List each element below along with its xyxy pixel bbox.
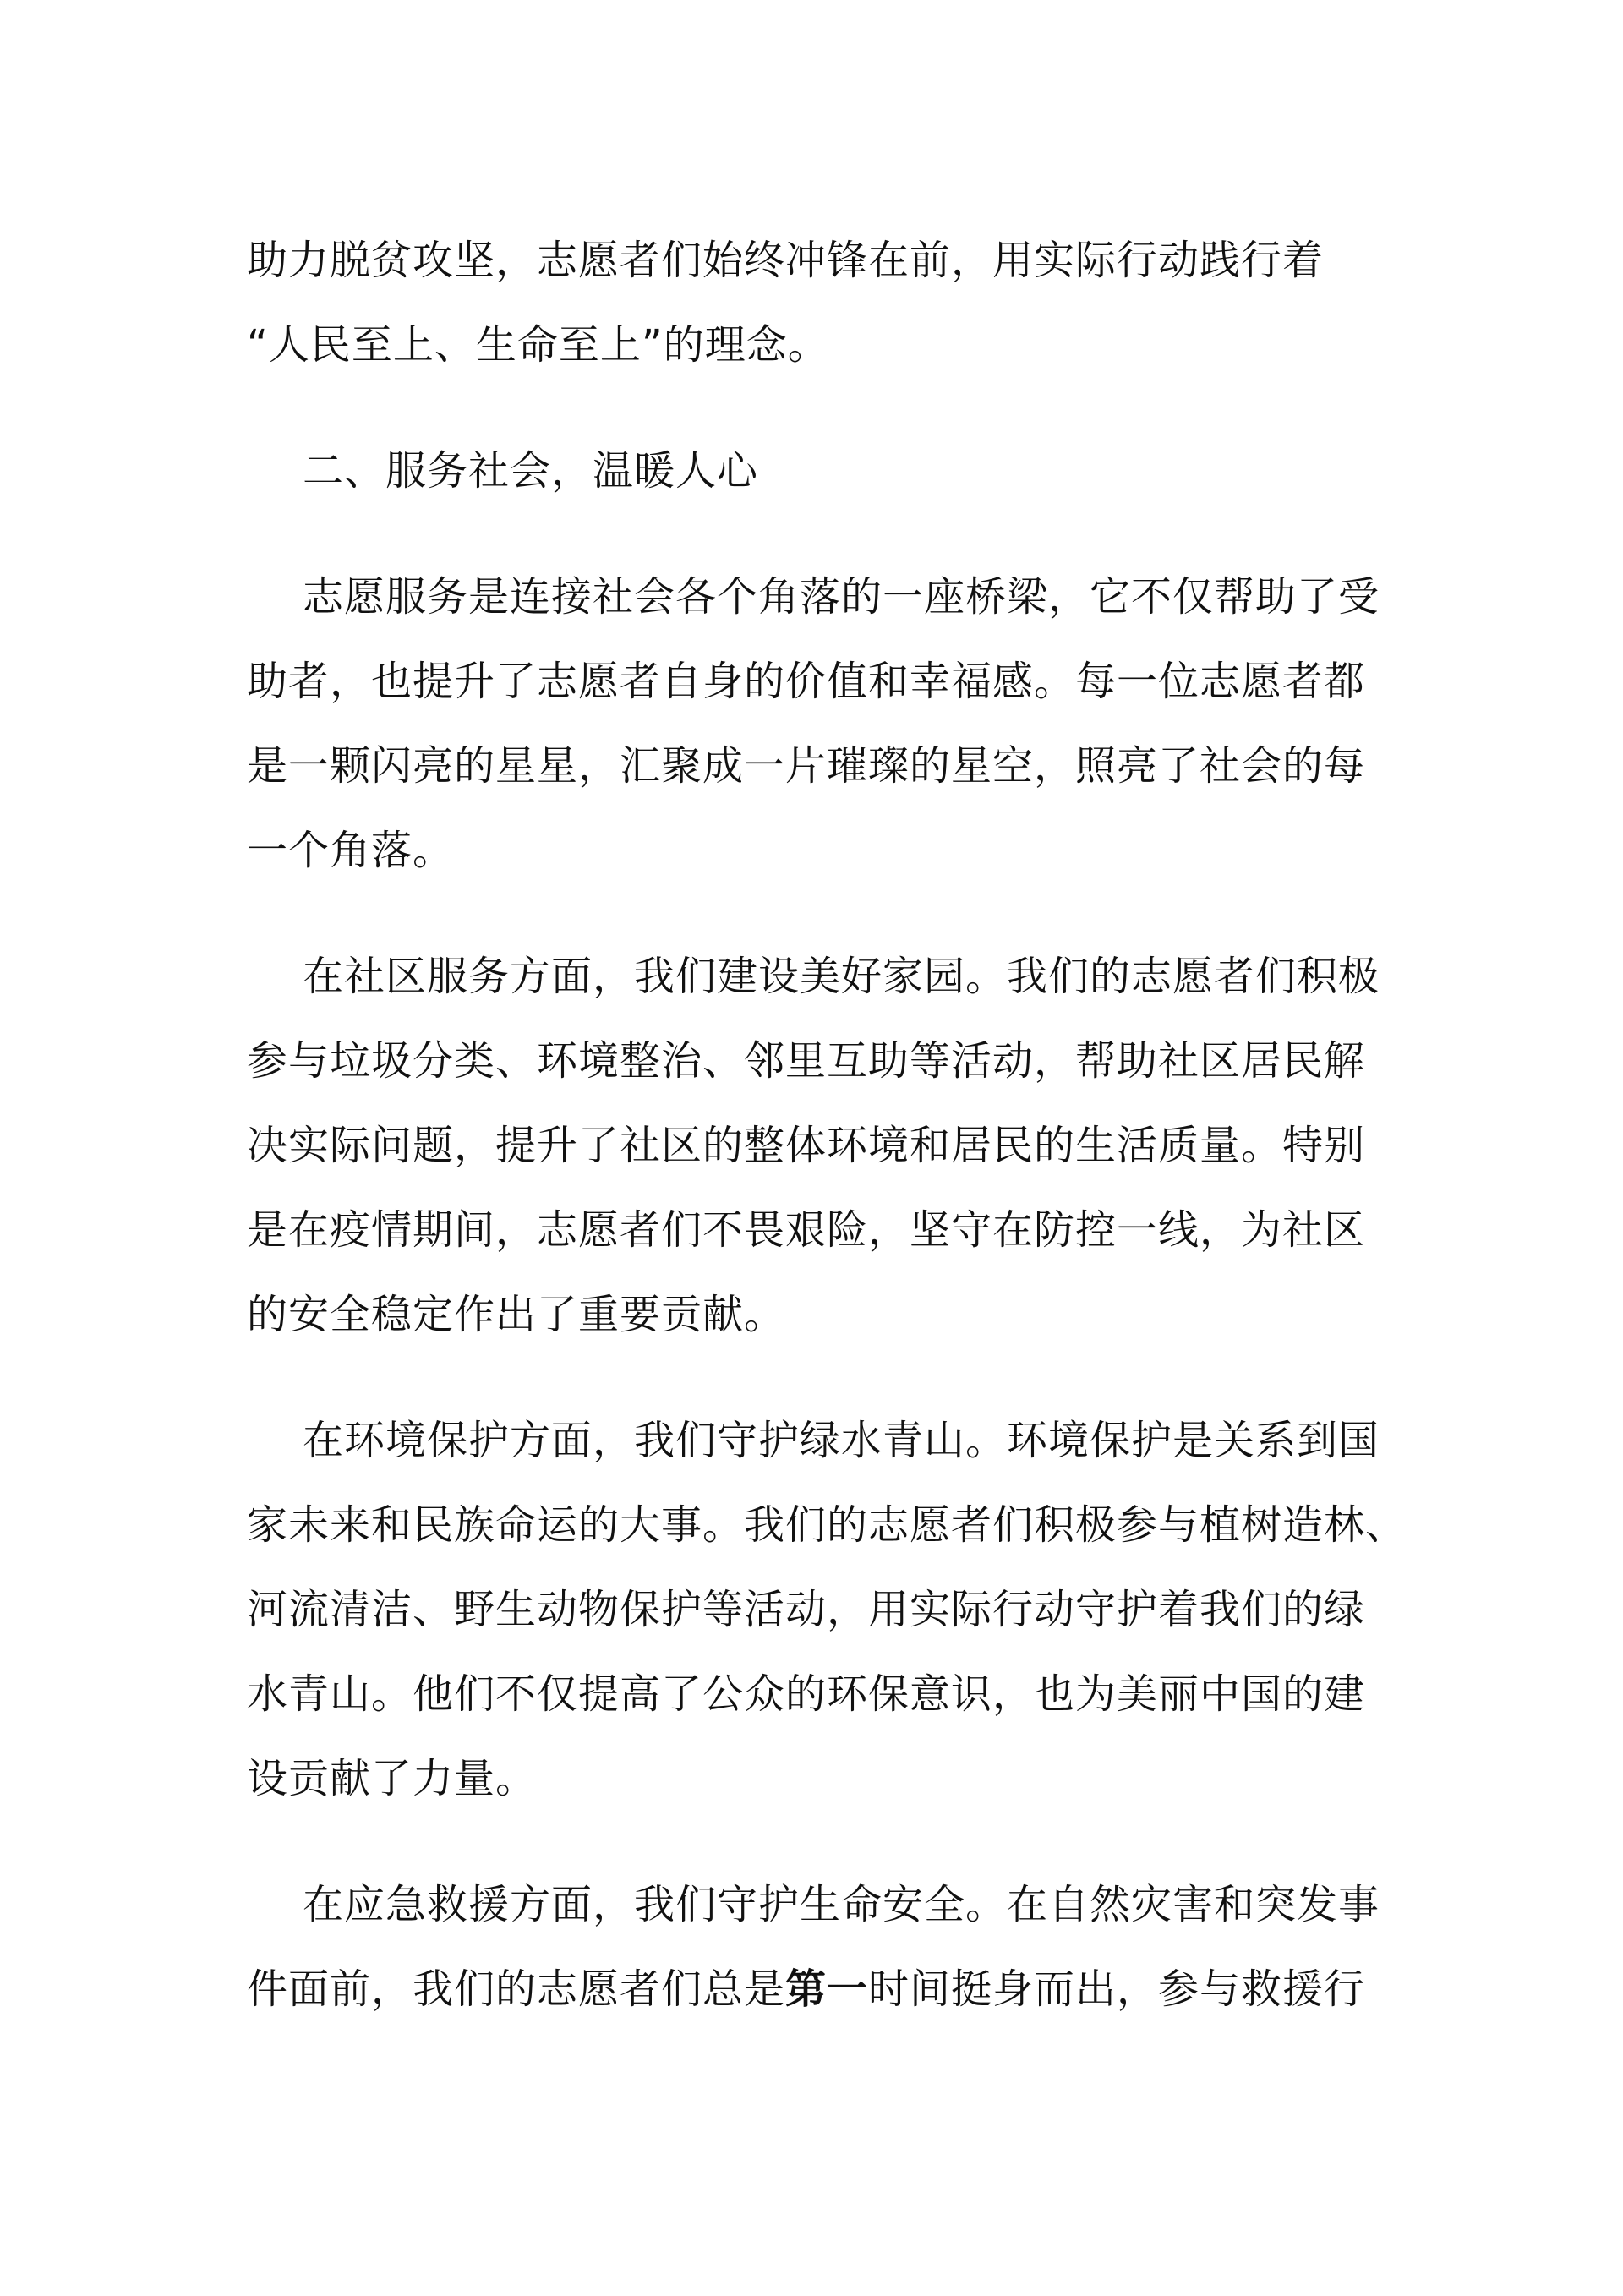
text-line: 助者，也提升了志愿者自身的价值和幸福感。每一位志愿者都 <box>247 658 1366 705</box>
text-line: 一个角落。 <box>247 827 455 874</box>
text-line: 是在疫情期间，志愿者们不畏艰险，坚守在防控一线，为社区 <box>247 1206 1366 1254</box>
text-line: 在社区服务方面，我们建设美好家园。我们的志愿者们积极 <box>303 953 1380 1000</box>
paragraph-volunteer-service <box>247 555 1388 893</box>
text-line: 河流清洁、野生动物保护等活动，用实际行动守护着我们的绿 <box>247 1586 1366 1633</box>
text-line: 在环境保护方面，我们守护绿水青山。环境保护是关系到国 <box>303 1417 1380 1464</box>
document-body <box>247 218 1407 2031</box>
text-line: 水青山。他们不仅提高了公众的环保意识，也为美丽中国的建 <box>247 1670 1366 1718</box>
text-line: 在应急救援方面，我们守护生命安全。在自然灾害和突发事 <box>303 1881 1380 1928</box>
paragraph-community-service <box>247 934 1388 1357</box>
bold-text-run: 第一 <box>785 1965 869 2013</box>
paragraph-emergency-rescue <box>247 1862 1388 2031</box>
text-line: 志愿服务是连接社会各个角落的一座桥梁，它不仅帮助了受 <box>303 573 1380 620</box>
heading-text: 二、服务社会，温暖人心 <box>303 447 759 495</box>
text-line: “人民至上、生命至上”的理念。 <box>247 321 829 369</box>
paragraph-environment <box>247 1398 1407 1821</box>
paragraph-intro <box>247 218 1388 387</box>
text-line: 参与垃圾分类、环境整治、邻里互助等活动，帮助社区居民解 <box>247 1037 1366 1085</box>
text-line: 是一颗闪亮的星星，汇聚成一片璀璨的星空，照亮了社会的每 <box>247 742 1366 790</box>
text-line-mixed <box>247 1947 1388 2031</box>
section-heading <box>247 429 1388 513</box>
text-run: 件面前，我们的志愿者们总是 <box>247 1965 786 2013</box>
text-line: 助力脱贫攻坚，志愿者们始终冲锋在前，用实际行动践行着 <box>247 237 1325 284</box>
text-line: 的安全稳定作出了重要贡献。 <box>247 1291 786 1338</box>
text-run: 时间挺身而出，参与救援行 <box>868 1965 1366 2013</box>
text-line: 设贡献了力量。 <box>247 1755 538 1802</box>
text-line: 决实际问题，提升了社区的整体环境和居民的生活质量。特别 <box>247 1122 1366 1169</box>
text-line: 家未来和民族命运的大事。我们的志愿者们积极参与植树造林、 <box>247 1501 1407 1549</box>
